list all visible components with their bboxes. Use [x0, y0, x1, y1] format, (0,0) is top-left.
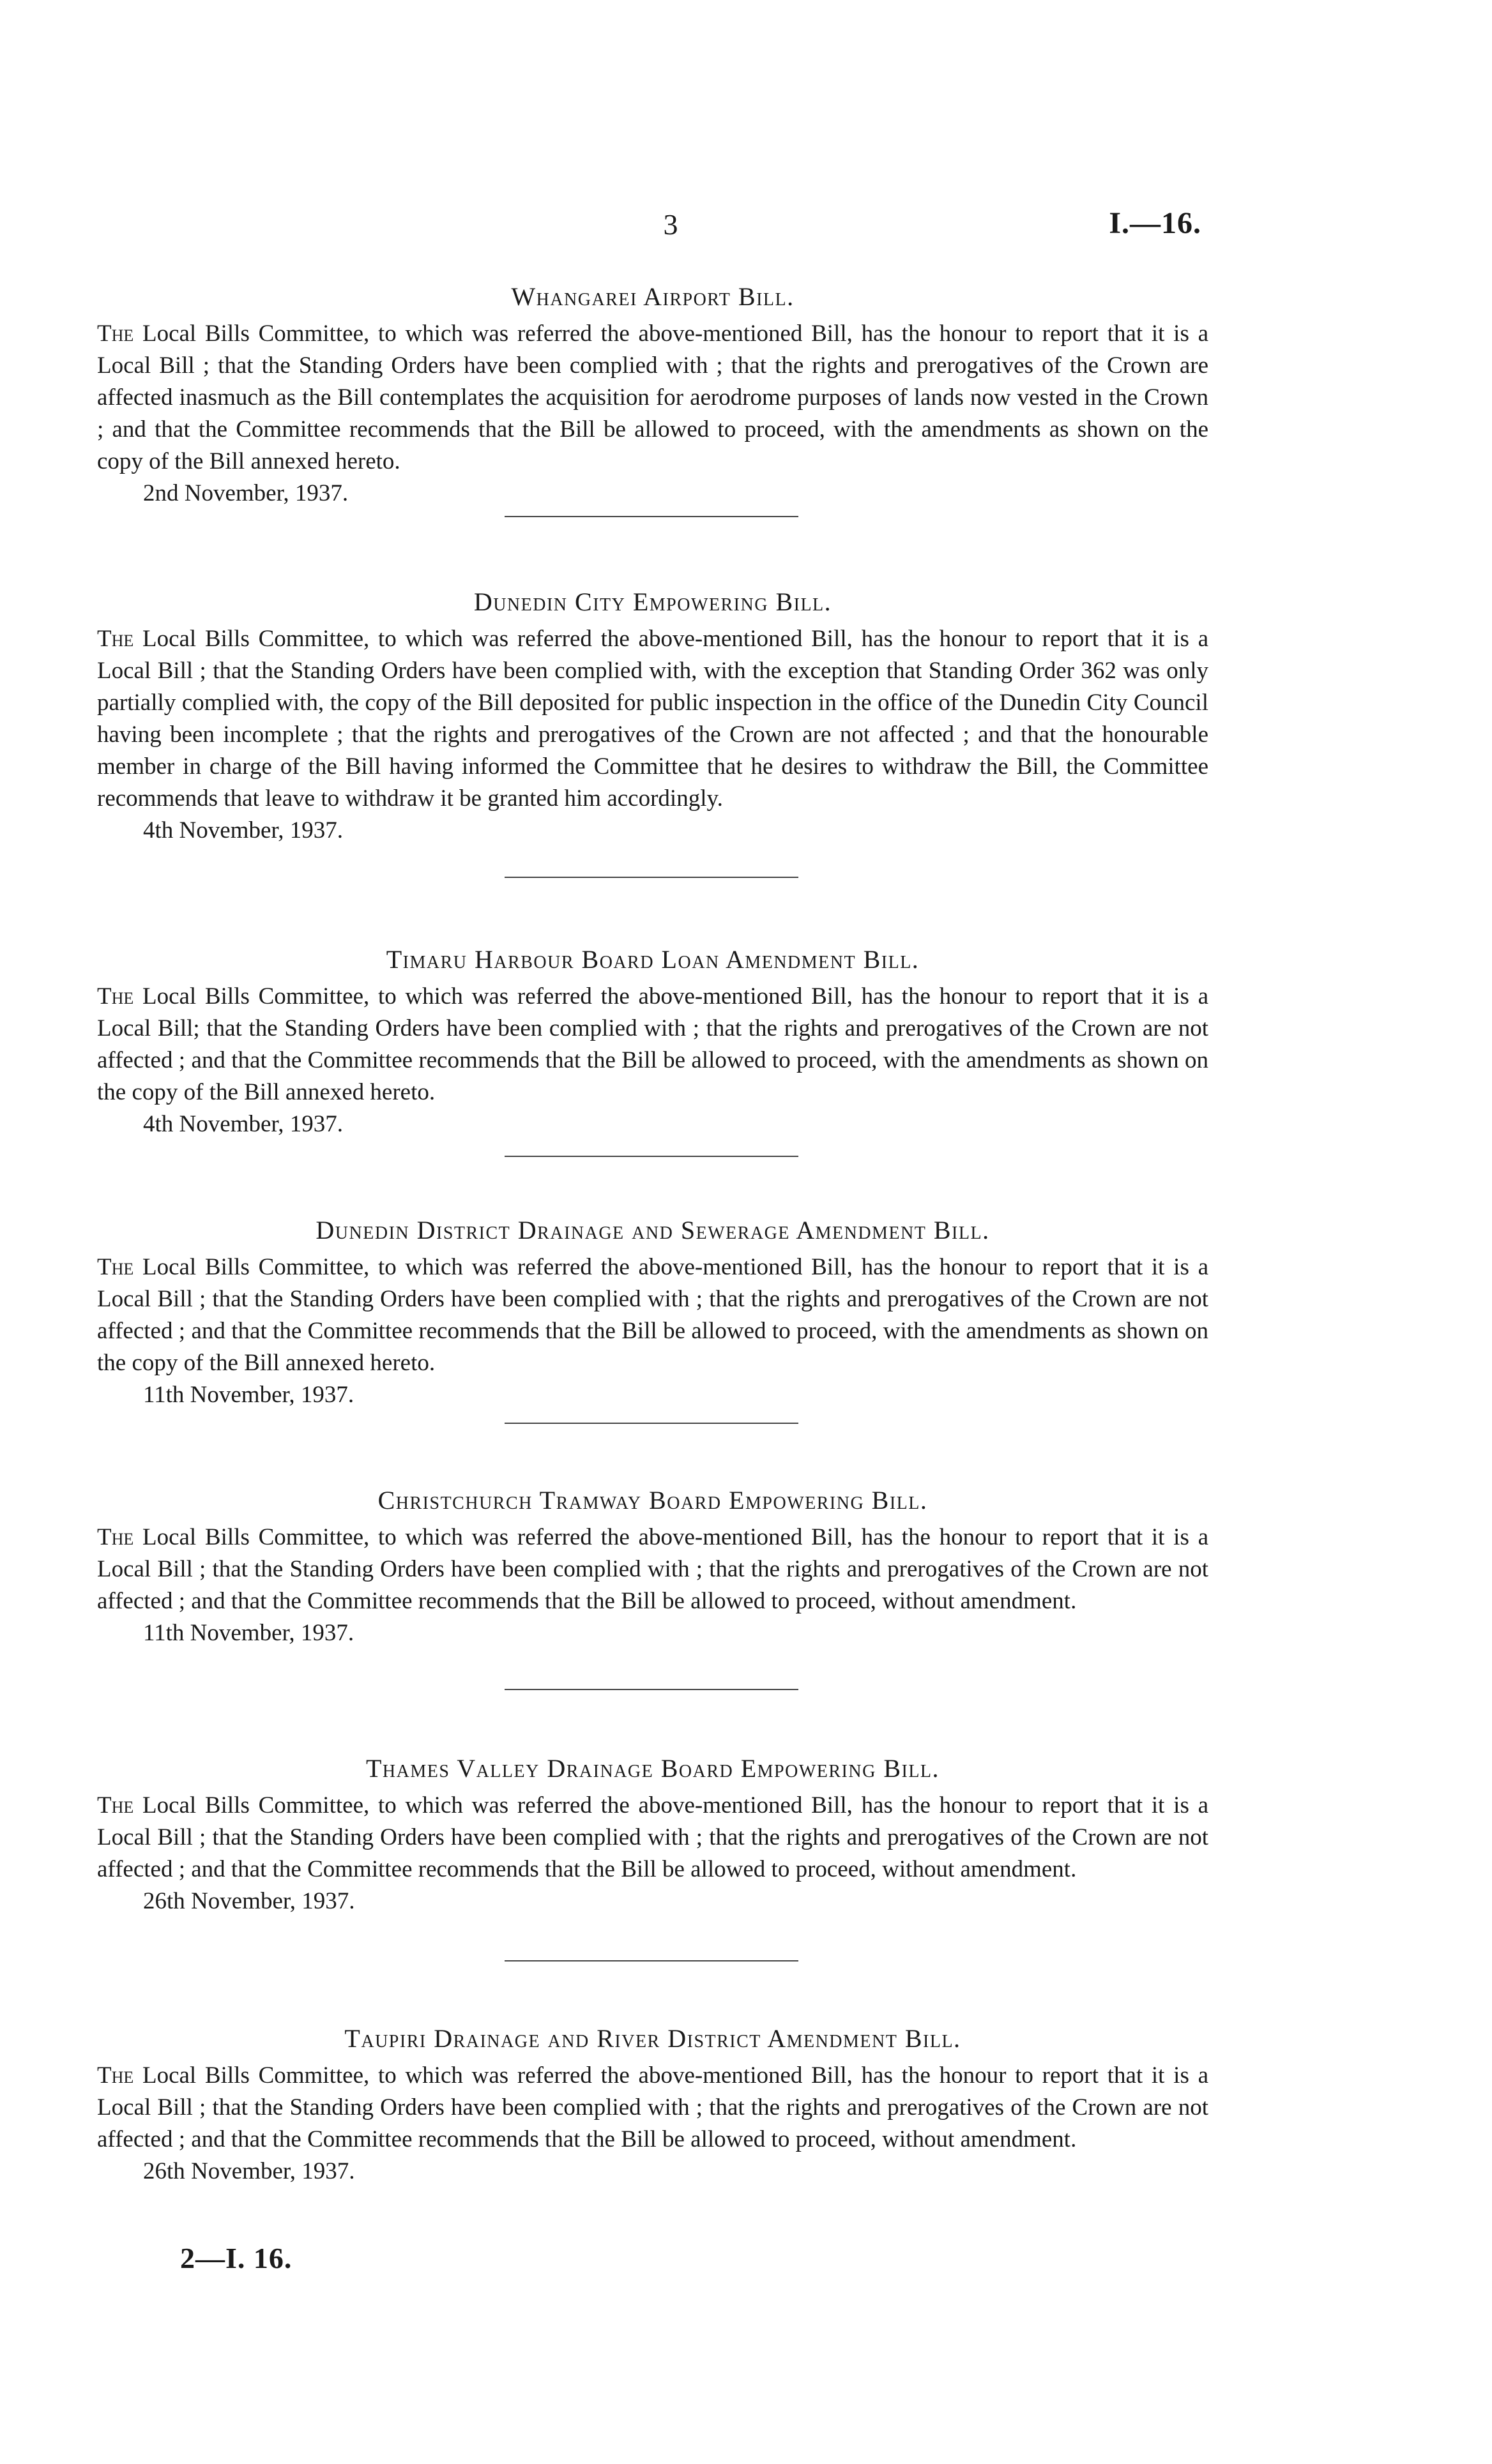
report-paragraph [97, 623, 1208, 815]
paragraph-text: Local Bills Committee, to which was referred the above-mentioned Bill, has the honour to report that it is a Local Bill; that the Standing Orders have been complied with ; that the rights and prerogatives of the Crown are not affected ; and that the Committee recommends that the Bill be allowed to proceed, with the amendments as shown on the copy of the Bill annexed hereto. [97, 983, 1208, 1105]
paragraph-text: Local Bills Committee, to which was referred the above-mentioned Bill, has the honour to report that it is a Local Bill ; that the Standing Orders have been complied with ; that the rights and prerogatives of the Crown are not affected ; and that the Committee recommends that the Bill be allowed to proceed, without amendment. [97, 1524, 1208, 1614]
report-section [97, 281, 1208, 510]
paragraph-text: Local Bills Committee, to which was referred the above-mentioned Bill, has the honour to report that it is a Local Bill ; that the Standing Orders have been complied with, with the exception that Standing Order 362 was only partially complied with, the copy of the Bill deposited for public inspection in the office of the Dunedin City Council having been incomplete ; that the rights and prerogatives of the Crown are not affected ; and that the honourable member in charge of the Bill having informed the Committee that he desires to withdraw the Bill, the Committee recommends that leave to withdraw it be granted him accordingly. [97, 626, 1208, 812]
bill-title: Whangarei Airport Bill. [511, 282, 795, 311]
paragraph-lead: The [97, 1524, 134, 1550]
report-paragraph [97, 318, 1208, 478]
page-number: 3 [663, 208, 678, 241]
document-reference: I.—16. [1109, 206, 1201, 240]
paragraph-lead: The [97, 1254, 134, 1280]
paragraph-lead: The [97, 2062, 134, 2089]
section-divider [505, 1689, 798, 1690]
report-date: 4th November, 1937. [143, 1111, 343, 1137]
page-signature: 2—I. 16. [180, 2242, 293, 2274]
paragraph-lead: The [97, 321, 134, 347]
paragraph-lead: The [97, 983, 134, 1009]
report-paragraph [97, 1251, 1208, 1379]
report-date: 4th November, 1937. [143, 817, 343, 843]
section-divider [505, 1960, 798, 1961]
bill-title: Timaru Harbour Board Loan Amendment Bill. [386, 945, 920, 974]
report-section [97, 1214, 1208, 1411]
paragraph-text: Local Bills Committee, to which was referred the above-mentioned Bill, has the honour to report that it is a Local Bill ; that the Standing Orders have been complied with ; that the rights and prerogatives of the Crown are not affected ; and that the Committee recommends that the Bill be allowed to proceed, without amendment. [97, 1792, 1208, 1882]
bill-title: Dunedin District Drainage and Sewerage Amendment Bill. [316, 1216, 990, 1244]
section-divider [505, 877, 798, 878]
section-divider [505, 516, 798, 517]
report-section [97, 1485, 1208, 1649]
report-date: 26th November, 1937. [143, 2158, 355, 2184]
paragraph-lead: The [97, 626, 134, 652]
section-divider [505, 1423, 798, 1424]
paragraph-lead: The [97, 1792, 134, 1818]
report-paragraph [97, 1790, 1208, 1886]
report-section [97, 944, 1208, 1140]
paragraph-text: Local Bills Committee, to which was referred the above-mentioned Bill, has the honour to report that it is a Local Bill ; that the Standing Orders have been complied with ; that the rights and prerogatives of the Crown are not affected ; and that the Committee recommends that the Bill be allowed to proceed, with the amendments as shown on the copy of the Bill annexed hereto. [97, 1254, 1208, 1376]
report-paragraph [97, 981, 1208, 1108]
report-section [97, 2023, 1208, 2188]
report-date: 2nd November, 1937. [143, 480, 349, 506]
paragraph-text: Local Bills Committee, to which was referred the above-mentioned Bill, has the honour to report that it is a Local Bill ; that the Standing Orders have been complied with ; that the rights and prerogatives of the Crown are not affected ; and that the Committee recommends that the Bill be allowed to proceed, without amendment. [97, 2062, 1208, 2152]
bill-title: Christchurch Tramway Board Empowering Bill. [377, 1486, 928, 1515]
section-divider [505, 1156, 798, 1157]
report-date: 11th November, 1937. [143, 1382, 354, 1408]
bill-title: Dunedin City Empowering Bill. [473, 587, 832, 616]
report-paragraph [97, 1522, 1208, 1617]
report-paragraph [97, 2060, 1208, 2156]
report-section [97, 586, 1208, 847]
report-date: 26th November, 1937. [143, 1888, 355, 1914]
bill-title: Thames Valley Drainage Board Empowering Bill. [365, 1754, 940, 1783]
bill-title: Taupiri Drainage and River District Amendment Bill. [344, 2024, 961, 2053]
report-section [97, 1753, 1208, 1917]
report-date: 11th November, 1937. [143, 1620, 354, 1646]
paragraph-text: Local Bills Committee, to which was referred the above-mentioned Bill, has the honour to report that it is a Local Bill ; that the Standing Orders have been complied with ; that the rights and prerogatives of the Crown are affected inasmuch as the Bill contemplates the acquisition for aerodrome purposes of lands now vested in the Crown ; and that the Committee recommends that the Bill be allowed to proceed, with the amendments as shown on the copy of the Bill annexed hereto. [97, 321, 1208, 474]
